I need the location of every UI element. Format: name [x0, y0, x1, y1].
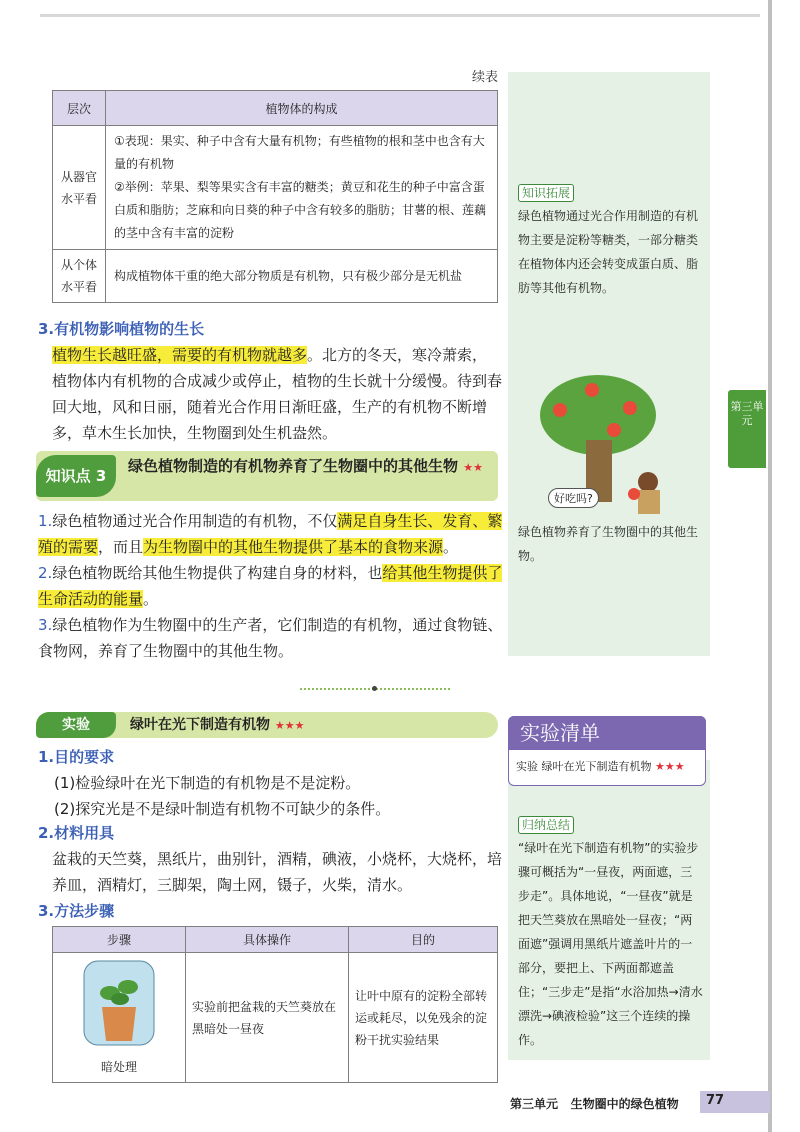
- step-cell: [53, 953, 186, 1083]
- footer-title: [510, 1095, 679, 1112]
- text: 绿色植物作为生物圈中的生产者，它们制造的有机物，通过食物链、食物网，养育了生物圈中的其他生物。: [38, 616, 503, 660]
- highlight: 植物生长越旺盛，需要的有机物就越多: [52, 346, 308, 364]
- section-heading: 3.有机物影响植物的生长: [38, 320, 205, 338]
- materials-heading: 2.材料用具: [38, 824, 115, 842]
- experiment-title: [130, 712, 304, 739]
- text: 绿色植物既给其他生物提供了构建自身的材料，也: [52, 564, 383, 582]
- leaf-icon: [111, 993, 129, 1005]
- list-item: [38, 560, 504, 612]
- title-text: 绿叶在光下制造有机物: [130, 717, 270, 733]
- steps-table: [52, 926, 498, 1083]
- apple-icon: [628, 488, 640, 500]
- highlight: 为生物圈中的其他生物提供了基本的食物来源: [143, 538, 444, 556]
- unit-tab: 第三单元: [728, 390, 766, 468]
- sidebar-column: [508, 72, 710, 656]
- highlight: 给其他生物提供了生命活动的能量: [38, 564, 503, 608]
- steps-heading: 3.方法步骤: [38, 902, 115, 920]
- ext-text: 绿色植物通过光合作用制造的有机物主要是淀粉等糖类，一部分糖类在植物体内还会转变成蛋白质、脂肪等其他有机物。: [518, 209, 699, 295]
- text: 。: [143, 590, 159, 608]
- level-cell: 从个体水平看: [53, 250, 106, 303]
- divider-center-dot: [372, 686, 377, 691]
- table-row: [53, 250, 498, 303]
- continued-label: 续表: [472, 70, 499, 85]
- text: 绿色植物通过光合作用制造的有机物，不仅: [52, 512, 338, 530]
- item-number: 2.: [38, 564, 53, 582]
- checklist-item: [516, 758, 685, 774]
- knowledge-point-title: [128, 454, 488, 480]
- text: 。: [443, 538, 459, 556]
- page-edge: [768, 0, 772, 1132]
- apple-icon: [585, 383, 599, 397]
- plant-composition-table: [52, 90, 498, 303]
- summary-text: “绿叶在光下制造有机物”的实验步骤可概括为“一昼夜，两面遮，三步走”。具体地说，“一昼夜”就是把天竺葵放在黑暗处一昼夜；“两面遮”强调用黑纸片遮盖叶片的一部分，要把上、下两面都遮盖住；“三步走”是指“水浴加热→清水漂洗→碘液检验”这三个连续的操作。: [518, 841, 703, 1047]
- caveman-head: [638, 472, 658, 492]
- footer-chapter: 生物圈中的绿色植物: [570, 1097, 679, 1111]
- summary-head: [518, 814, 574, 834]
- item-number: 3.: [38, 616, 53, 634]
- table-header: 植物体的构成: [106, 91, 498, 126]
- experiment-badge: 实验: [36, 712, 116, 738]
- kp3-list: [38, 508, 504, 664]
- highlight: 满足自身生长、发育、繁殖的需要: [38, 512, 503, 556]
- desc-line: ①表现：果实、种子中含有大量有机物；有些植物的根和茎中也含有大量的有机物: [114, 134, 485, 171]
- materials-text: 盆栽的天竺葵，黑纸片，曲别针，酒精，碘液，小烧杯，大烧杯，培养皿，酒精灯，三脚架，陶土网，镊子，火柴，清水。: [52, 850, 503, 894]
- apple-icon: [553, 403, 567, 417]
- list-item: [38, 612, 504, 664]
- section-paragraph: [52, 342, 502, 446]
- page-number: 77: [706, 1093, 725, 1108]
- speech-bubble: 好吃吗?: [548, 488, 599, 508]
- text: 。北方的冬天，寒冷萧索，植物体内有机物的合成减少或停止，植物的生长就十分缓慢。待到春回大地，风和日丽，随着光合作用日渐旺盛，生产的有机物不断增多，草木生长加快，生物圈到处生机盎然。: [52, 346, 503, 442]
- goal-heading: 1.目的要求: [38, 748, 115, 766]
- item-text: 实验 绿叶在光下制造有机物: [516, 760, 652, 773]
- top-rule: [40, 14, 760, 17]
- desc-cell: [106, 126, 498, 250]
- pot-icon: [102, 1007, 136, 1041]
- list-item: [38, 508, 504, 560]
- level-cell: 从器官水平看: [53, 126, 106, 250]
- goal-item: (1)检验绿叶在光下制造的有机物是不是淀粉。: [54, 774, 361, 792]
- summary-head-label: 归纳总结: [518, 816, 574, 834]
- apple-icon: [607, 423, 621, 437]
- item-number: 1.: [38, 512, 53, 530]
- caveman-body: [638, 490, 660, 514]
- leaf-icon: [118, 980, 138, 994]
- table-header: 步骤: [53, 927, 186, 953]
- goal-list: [54, 770, 504, 822]
- table-header: 目的: [349, 927, 498, 953]
- step-operation: 实验前把盆栽的天竺葵放在黑暗处一昼夜: [186, 953, 349, 1083]
- step-goal: 让叶中原有的淀粉全部转运或耗尽，以免残余的淀粉干扰实验结果: [349, 953, 498, 1083]
- table-row: [53, 953, 498, 1083]
- table-header: 层次: [53, 91, 106, 126]
- text: ，而且: [98, 538, 144, 556]
- desc-cell: 构成植物体干重的绝大部分物质是有机物，只有极少部分是无机盐: [106, 250, 498, 303]
- step-label: 暗处理: [100, 1060, 137, 1074]
- stars-icon: ★★: [463, 461, 483, 474]
- footer-unit: 第三单元: [510, 1097, 559, 1111]
- ext-head: [518, 182, 574, 202]
- title-text: 绿色植物制造的有机物养育了生物圈中的其他生物: [128, 457, 459, 475]
- checklist-head: 实验清单: [508, 716, 706, 750]
- goal-item: (2)探究光是不是绿叶制造有机物不可缺少的条件。: [54, 800, 391, 818]
- desc-line: ②举例：苹果、梨等果实含有丰富的糖类；黄豆和花生的种子中富含蛋白质和脂肪；芝麻和向日葵的种子中含有较多的脂肪；甘薯的根、莲藕的茎中含有丰富的淀粉: [114, 180, 487, 240]
- knowledge-point-badge: 知识点 3: [36, 455, 116, 497]
- potted-plant-icon: [74, 957, 164, 1049]
- stars-icon: ★★★: [655, 760, 685, 773]
- ext-head-label: 知识拓展: [518, 184, 574, 202]
- stars-icon: ★★★: [274, 719, 305, 732]
- illustration-caption: 绿色植物养育了生物圈中的其他生物。: [518, 525, 699, 563]
- table-header: 具体操作: [186, 927, 349, 953]
- table-row: [53, 126, 498, 250]
- apple-icon: [623, 401, 637, 415]
